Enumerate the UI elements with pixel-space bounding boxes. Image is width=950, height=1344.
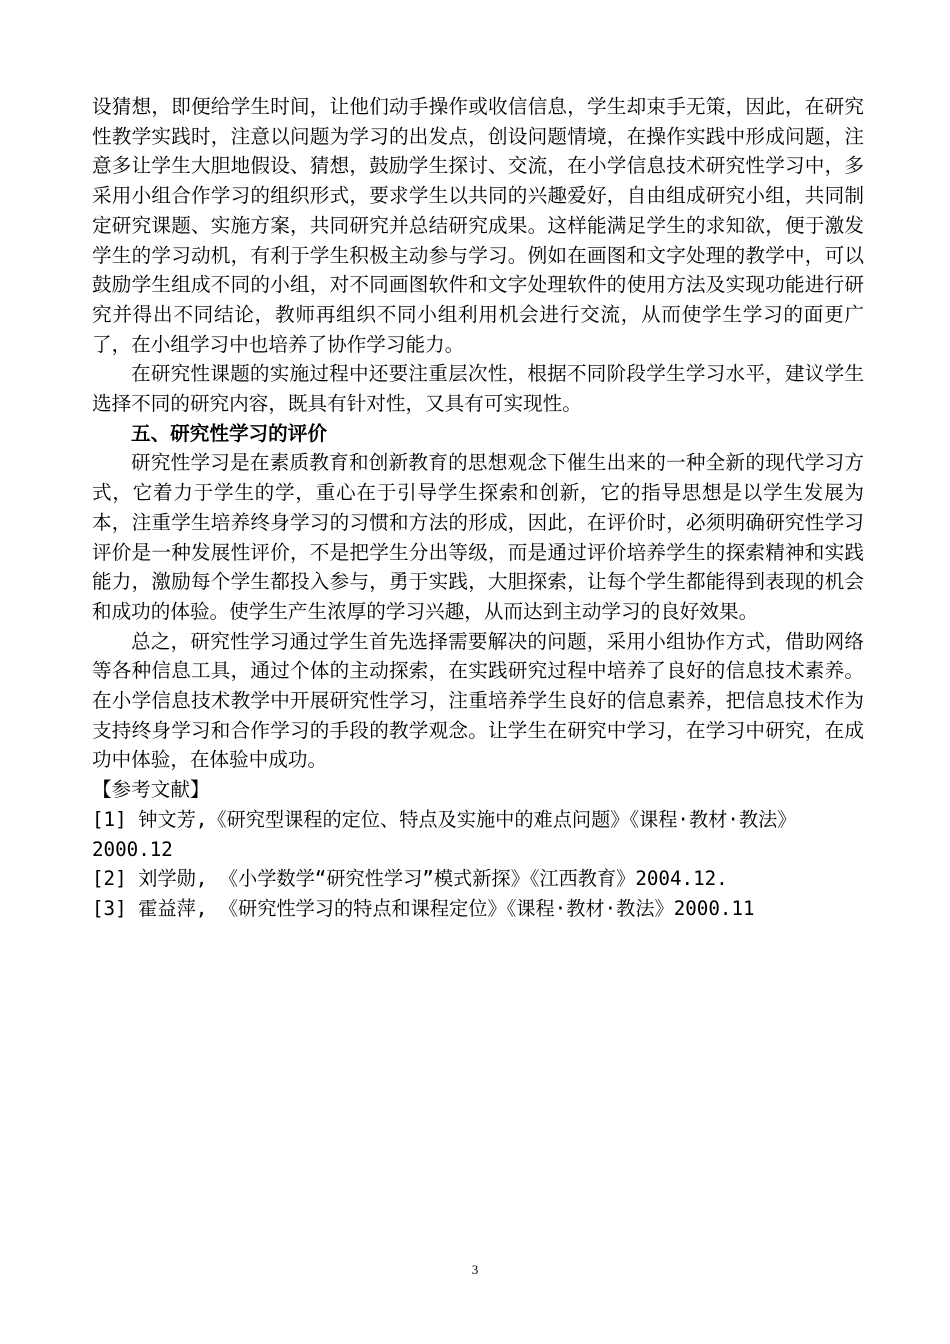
document-page bbox=[92, 92, 864, 924]
reference-item: [2] 刘学勋, 《小学数学“研究性学习”模式新探》《江西教育》2004.12. bbox=[92, 867, 728, 891]
references-title: 【参考文献】 bbox=[92, 778, 210, 802]
body-paragraph-1: 设猜想，即便给学生时间，让他们动手操作或收信信息，学生却束手无策，因此，在研究性教学实践时，注意以问题为学习的出发点，创设问题情境，在操作实践中形成问题，注意多让学生大胆地假设、猜想，鼓励学生探讨、交流，在小学信息技术研究性学习中，多采用小组合作学习的组织形式，要求学生以共同的兴趣爱好，自由组成研究小组，共同制定研究课题、实施方案，共同研究并总结研究成果。这样能满足学生的求知欲，便于激发学生的学习动机，有利于学生积极主动参与学习。例如在画图和文字处理的教学中，可以鼓励学生组成不同的小组，对不同画图软件和文字处理软件的使用方法及实现功能进行研究并得出不同结论，教师再组织不同小组利用机会进行交流，从而使学生学习的面更广了，在小组学习中也培养了协作学习能力。 bbox=[92, 95, 864, 356]
body-paragraph-4: 总之，研究性学习通过学生首先选择需要解决的问题，采用小组协作方式，借助网络等各种信息工具，通过个体的主动探索，在实践研究过程中培养了良好的信息技术素养。在小学信息技术教学中开展研究性学习，注重培养学生良好的信息素养，把信息技术作为支持终身学习和合作学习的手段的教学观念。让学生在研究中学习，在学习中研究，在成功中体验，在体验中成功。 bbox=[92, 629, 864, 772]
section-heading: 五、研究性学习的评价 bbox=[131, 421, 327, 445]
body-paragraph-3: 研究性学习是在素质教育和创新教育的思想观念下催生出来的一种全新的现代学习方式，它着力于学生的学，重心在于引导学生探索和创新，它的指导思想是以学生发展为本，注重学生培养终身学习的习惯和方法的形成，因此，在评价时，必须明确研究性学习评价是一种发展性评价，不是把学生分出等级，而是通过评价培养学生的探索精神和实践能力，激励每个学生都投入参与，勇于实践，大胆探索，让每个学生都能得到表现的机会和成功的体验。使学生产生浓厚的学习兴趣，从而达到主动学习的良好效果。 bbox=[92, 451, 864, 623]
reference-item: [3] 霍益萍, 《研究性学习的特点和课程定位》《课程·教材·教法》2000.11 bbox=[92, 896, 755, 920]
reference-item: [1] 钟文芳,《研究型课程的定位、特点及实施中的难点问题》《课程·教材·教法》2000.12 bbox=[92, 807, 797, 861]
body-paragraph-2: 在研究性课题的实施过程中还要注重层次性，根据不同阶段学生学习水平，建议学生选择不同的研究内容，既具有针对性，又具有可实现性。 bbox=[92, 362, 864, 416]
page-number: 3 bbox=[471, 1262, 479, 1277]
